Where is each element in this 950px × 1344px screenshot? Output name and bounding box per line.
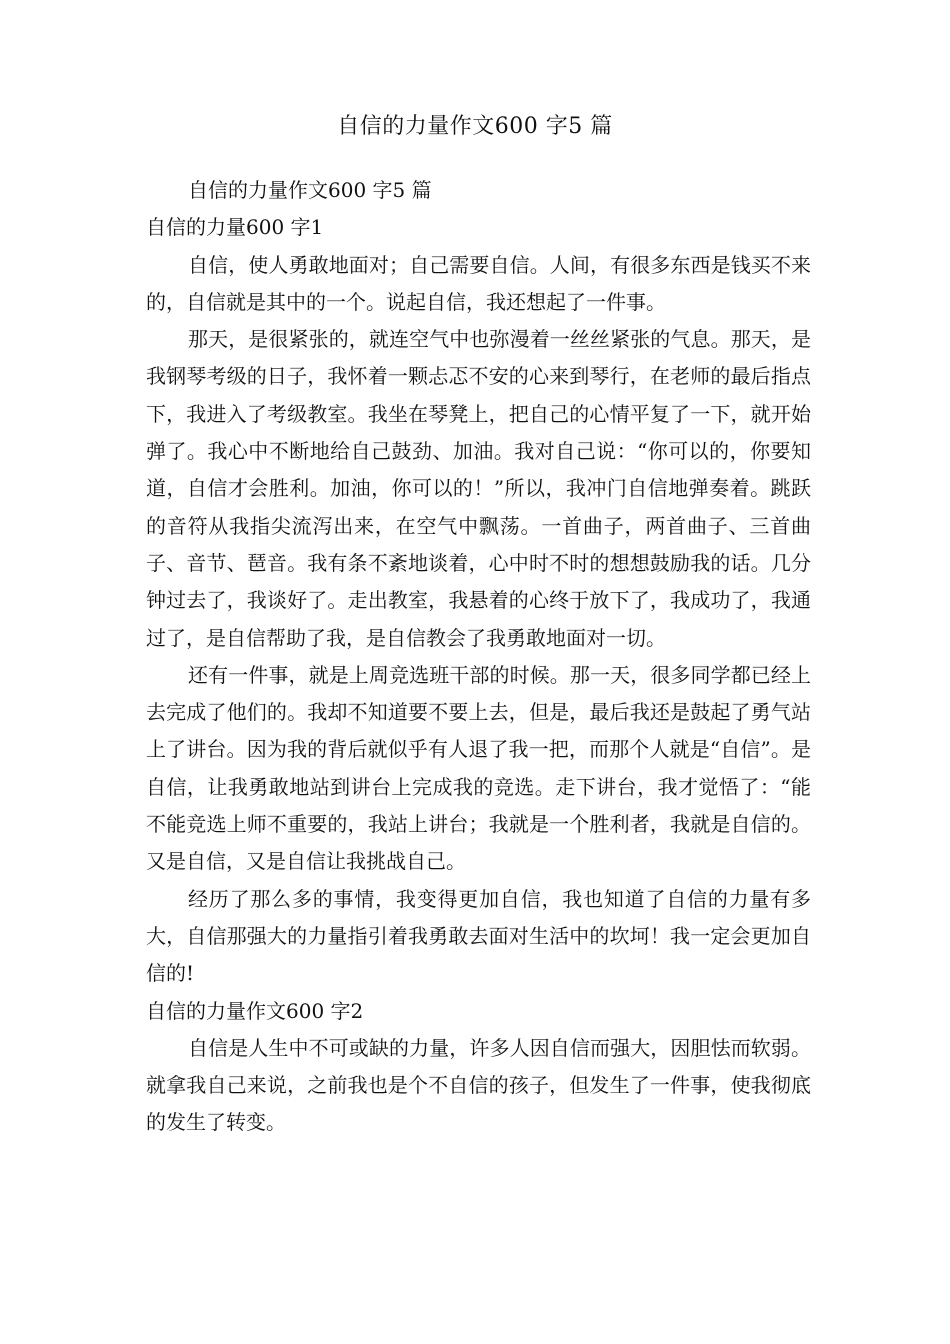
document-subtitle: 自信的力量作文600 字5 篇: [188, 178, 432, 202]
section-heading-2: 自信的力量作文600 字2: [146, 998, 364, 1023]
document-body: [146, 172, 811, 1142]
paragraph: 那天，是很紧张的，就连空气中也弥漫着一丝丝紧张的气息。那天，是我钢琴考级的日子，我怀着一颗忐忑不安的心来到琴行，在老师的最后指点下，我进入了考级教室。我坐在琴凳上，把自己的心情平复了一下，就开始弹了。我心中不断地给自己鼓劲、加油。我对自己说：“你可以的，你要知道，自信才会胜利。加油，你可以的！”所以，我冲门自信地弹奏着。跳跃的音符从我指尖流泻出来，在空气中飘荡。一首曲子，两首曲子、三首曲子、音节、琶音。我有条不紊地谈着，心中时不时的想想鼓励我的话。几分钟过去了，我谈好了。走出教室，我悬着的心终于放下了，我成功了，我通过了，是自信帮助了我，是自信教会了我勇敢地面对一切。: [146, 327, 811, 650]
paragraph: 还有一件事，就是上周竞选班干部的时候。那一天，很多同学都已经上去完成了他们的。我却不知道要不要上去，但是，最后我还是鼓起了勇气站上了讲台。因为我的背后就似乎有人退了我一把，而那个人就是“自信”。是自信，让我勇敢地站到讲台上完成我的竞选。走下讲台，我才觉悟了：“能不能竞选上师不重要的，我站上讲台；我就是一个胜利者，我就是自信的。又是自信，又是自信让我挑战自己。: [146, 662, 811, 874]
section-heading-1: 自信的力量600 字1: [146, 215, 324, 240]
paragraph: 经历了那么多的事情，我变得更加自信，我也知道了自信的力量有多大，自信那强大的力量指引着我勇敢去面对生活中的坎坷！我一定会更加自信的!: [146, 886, 811, 986]
paragraph: 自信，使人勇敢地面对；自己需要自信。人间，有很多东西是钱买不来的，自信就是其中的一个。说起自信，我还想起了一件事。: [146, 252, 811, 314]
paragraph: 自信是人生中不可或缺的力量，许多人因自信而强大，因胆怯而软弱。就拿我自己来说，之前我也是个不自信的孩子，但发生了一件事，使我彻底的发生了转变。: [146, 1035, 811, 1135]
document-title: 自信的力量作文600 字5 篇: [337, 114, 613, 139]
